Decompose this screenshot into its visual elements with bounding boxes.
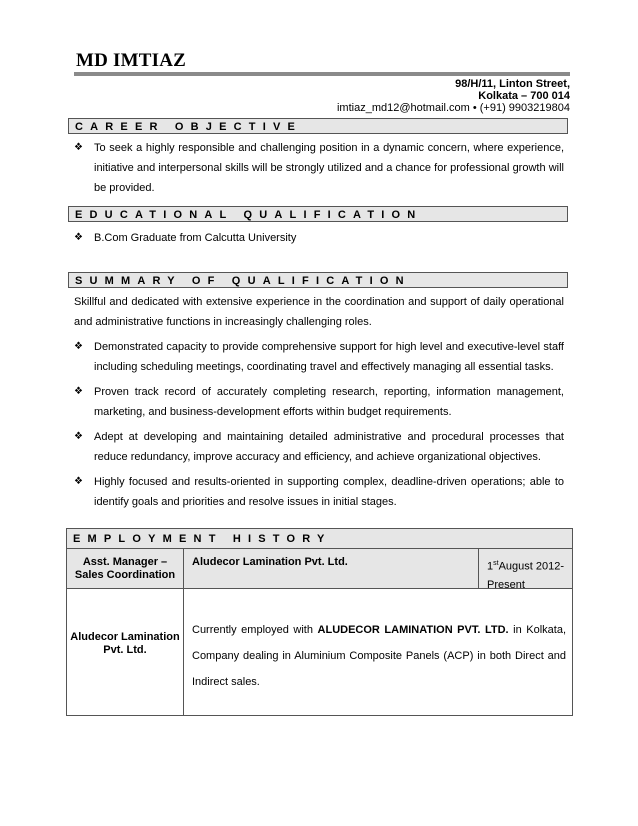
education-heading: EDUCATIONAL QUALIFICATION bbox=[68, 206, 568, 222]
diamond-bullet-icon: ❖ bbox=[74, 142, 83, 153]
date-month-year: August 2012- bbox=[498, 560, 565, 573]
career-objective-heading: CAREER OBJECTIVE bbox=[68, 118, 568, 134]
address-line-2: Kolkata – 700 014 bbox=[478, 90, 570, 102]
date-end: Present bbox=[487, 578, 525, 591]
employer-name-line-1: Aludecor Lamination bbox=[70, 631, 180, 643]
diamond-bullet-icon: ❖ bbox=[74, 232, 83, 243]
employment-table bbox=[66, 528, 573, 716]
employment-heading: EMPLOYMENT HISTORY bbox=[67, 529, 572, 549]
job-description-post: in Kolkata, Company dealing in Aluminium Composite Panels (ACP) in both Direct and Indirect sales. bbox=[192, 624, 566, 688]
summary-bullet-text: Proven track record of accurately completing research, reporting, information management, marketing, and business-development efforts within budget requirements. bbox=[94, 386, 564, 418]
job-title bbox=[67, 549, 183, 582]
summary-bullet bbox=[74, 427, 564, 467]
employer-name-line-2: Pvt. Ltd. bbox=[103, 644, 147, 656]
education-bullet-text: B.Com Graduate from Calcutta University bbox=[94, 232, 297, 244]
summary-bullet bbox=[74, 337, 564, 377]
employment-dates bbox=[479, 549, 573, 594]
company-header: Aludecor Lamination Pvt. Ltd. bbox=[192, 556, 348, 568]
diamond-bullet-icon: ❖ bbox=[74, 476, 83, 487]
summary-bullet bbox=[74, 472, 564, 512]
diamond-bullet-icon: ❖ bbox=[74, 386, 83, 397]
diamond-bullet-icon: ❖ bbox=[74, 431, 83, 442]
contact-line: imtiaz_md12@hotmail.com • (+91) 9903219804 bbox=[336, 102, 570, 114]
career-bullet bbox=[74, 138, 564, 198]
summary-bullet-text: Highly focused and results-oriented in supporting complex, deadline-driven operations; able to identify goals and priorities and resolve issues in initial stages. bbox=[94, 476, 564, 508]
job-title-line-1: Asst. Manager – bbox=[82, 556, 168, 568]
date-suffix: st bbox=[493, 560, 499, 567]
date-day: 1 bbox=[487, 560, 494, 573]
address-line-1: 98/H/11, Linton Street, bbox=[455, 78, 570, 90]
job-description bbox=[184, 617, 572, 695]
job-title-line-2: Sales Coordination bbox=[74, 569, 176, 581]
summary-bullet-text: Adept at developing and maintaining detailed administrative and procedural processes that reduce redundancy, improve accuracy and efficiency, and achieve organizational objectives. bbox=[94, 431, 564, 463]
candidate-name: MD IMTIAZ bbox=[76, 50, 186, 71]
job-description-pre: Currently employed with bbox=[192, 624, 318, 636]
employer-name bbox=[67, 631, 183, 657]
summary-heading: SUMMARY OF QUALIFICATION bbox=[68, 272, 568, 288]
summary-bullet-text: Demonstrated capacity to provide comprehensive support for high level and executive-level staff including scheduling meetings, coordinating travel and effectively managing all essential tasks. bbox=[94, 341, 564, 373]
name-underline bbox=[74, 72, 570, 76]
job-description-company: ALUDECOR LAMINATION PVT. LTD. bbox=[317, 624, 509, 636]
diamond-bullet-icon: ❖ bbox=[74, 341, 83, 352]
summary-intro: Skillful and dedicated with extensive experience in the coordination and support of daily operational and administrative functions in increasingly challenging roles. bbox=[74, 296, 564, 328]
career-bullet-text: To seek a highly responsible and challenging position in a dynamic concern, where experience, initiative and interpersonal skills will be strongly utilized and a chance for professional growth will be provided. bbox=[94, 142, 564, 194]
education-bullet bbox=[74, 228, 564, 248]
summary-bullet bbox=[74, 382, 564, 422]
